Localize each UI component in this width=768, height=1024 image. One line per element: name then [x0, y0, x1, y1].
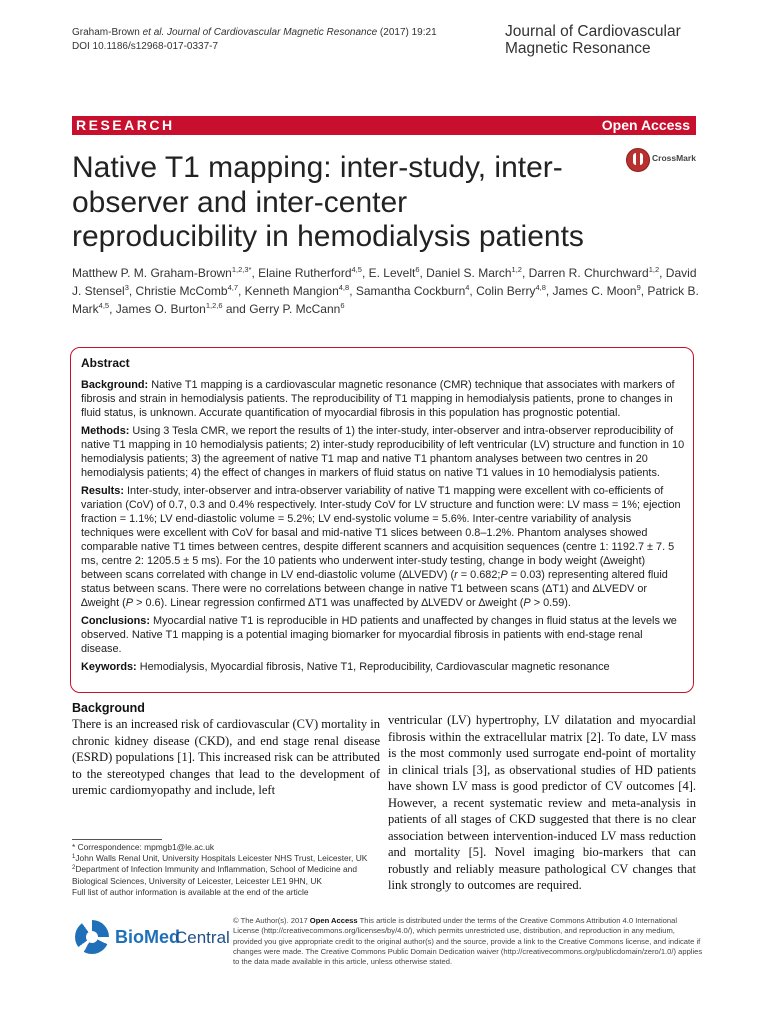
author-name[interactable]: , Christie McComb [128, 284, 228, 298]
abstract-methods-label: Methods: [81, 425, 130, 437]
journal-logo [505, 23, 695, 57]
journal-name-line2: Magnetic Resonance [505, 40, 651, 57]
author-affiliation-ref: 4,7 [227, 283, 238, 292]
abstract-results-text: > 0.59). [530, 597, 571, 609]
author-affiliation-ref: 6 [340, 301, 345, 310]
abstract-results-text: > 0.6). Linear regression confirmed ∆T1 was unaffected by ∆LVEDV or ∆weight ( [133, 597, 524, 609]
footnotes [72, 842, 380, 898]
article-title: Native T1 mapping: inter-study, inter-observer and inter-center reproducibility in hemodialysis patients [72, 151, 584, 253]
biomed-central-swirl-icon [75, 920, 109, 954]
author-affiliation-ref: 4,8 [535, 283, 546, 292]
body-paragraph: There is an increased risk of cardiovascular (CV) mortality in chronic kidney disease (CKD), and end stage renal disease (ESRD) populations [1]. This increased risk can be attributed to the stereotyped changes that lead to the development of uremic cardiomyopathy and include, left [72, 717, 380, 797]
abstract-background-label: Background: [81, 379, 149, 391]
footnote-divider [72, 839, 162, 840]
body-column-right [388, 712, 696, 894]
author-affiliation-ref: 1,2 [511, 265, 522, 274]
abstract-background [81, 378, 685, 420]
abstract-keywords-label: Keywords: [81, 661, 137, 673]
author-name[interactable]: Matthew P. M. Graham-Brown [72, 266, 232, 280]
crossmark-badge[interactable] [626, 148, 706, 172]
body-paragraph: ventricular (LV) hypertrophy, LV dilatation and myocardial fibrosis within the extracellular matrix [2]. To date, LV mass is the most commonly used surrogate end-point of mortality in clinical trials [3], as observational studies of HD patients have shown LV mass is good predictor of CV outcomes [4]. However, a recent systematic review and meta-analysis in patients of all stages of CKD suggested that there is no clear association between intervention-induced LV mass reduction and mortality [5]. Novel imaging bio-markers that can robustly and reliably measure pathological CV changes that link strongly to outcomes are required. [388, 713, 696, 892]
author-affiliation-ref: 6 [415, 265, 420, 274]
author-affiliation-ref: 4,8 [338, 283, 350, 292]
abstract-conclusions-text: Myocardial native T1 is reproducible in HD patients and unaffected by changes in fluid status at the levels we observed. Native T1 mapping is a potential imaging biomarker for myocardial fibrosis in patients with end-stage renal disease. [81, 615, 677, 655]
abstract-methods-text: Using 3 Tesla CMR, we report the results of 1) the inter-study, inter-observer and intra-observer reproducibility of native T1 mapping in 10 hemodialysis patients; 2) inter-study reproducibility of left ventricular (LV) structure and function in 10 hemodialysis patients; 3) the agreement of native T1 map and native T1 phantom analyses between two centres in 20 hemodialysis patients; 4) the effect of changes in markers of fluid status on native T1 values in 10 hemodialysis patients. [81, 425, 685, 479]
affiliation-number: 1 [72, 854, 76, 861]
affiliation-text: John Walls Renal Unit, University Hospitals Leicester NHS Trust, Leicester, UK [75, 853, 368, 864]
open-access-label: Open Access [601, 117, 690, 133]
abstract-results-p: P [523, 597, 531, 609]
author-name[interactable]: , Daniel S. March [419, 266, 512, 280]
abstract-results [81, 484, 685, 610]
abstract-conclusions [81, 614, 685, 656]
abstract-results-label: Results: [81, 485, 124, 497]
affiliation-2 [72, 864, 380, 886]
author-name[interactable]: , Colin Berry [469, 284, 536, 298]
body-column-left [72, 700, 380, 799]
publisher-name-central: Central [175, 928, 230, 947]
author-affiliation-ref: 1,2 [648, 265, 660, 274]
section-label: RESEARCH [76, 117, 175, 133]
doi-link[interactable]: DOI 10.1186/s12968-017-0337-7 [72, 41, 219, 52]
author-info-note: Full list of author information is available at the end of the article [72, 886, 309, 897]
correspondence-email[interactable]: * Correspondence: mpmgb1@le.ac.uk [72, 842, 215, 852]
abstract-conclusions-label: Conclusions: [81, 615, 150, 627]
citation-header [72, 26, 437, 54]
author-name[interactable]: , Patrick B. Mark [72, 284, 699, 316]
author-affiliation-ref: 4,5 [351, 265, 362, 274]
abstract-box [70, 347, 694, 693]
author-name[interactable]: , James O. Burton [109, 302, 206, 316]
author-name[interactable]: , Kenneth Mangion [238, 284, 339, 298]
abstract-background-text: Native T1 mapping is a cardiovascular magnetic resonance (CMR) technique that associates with markers of fibrosis and strain in hemodialysis patients. The reproducibility of T1 mapping in hemodialysis patients, prone to changes in fluid status, is unknown. Accurate quantification of myocardial fibrosis in this population has prognostic potential. [81, 379, 675, 419]
affiliation-text: Department of Infection Immunity and Inflammation, School of Medicine and Biological Sciences, University of Leicester, Leicester LE1 9HN, UK [72, 864, 357, 886]
abstract-keywords-text: Hemodialysis, Myocardial fibrosis, Native T1, Reproducibility, Cardiovascular magnetic resonance [136, 661, 610, 673]
author-affiliation-ref: 3 [124, 283, 129, 292]
author-affiliation-ref: 1,2,3* [231, 265, 252, 274]
abstract-results-text: = 0.03) representing altered fluid status between scans. There were no correlations between change in native T1 between scans (∆T1) and ∆LVEDV or ∆weight ( [81, 569, 668, 609]
citation-authors: Graham-Brown [72, 27, 143, 38]
author-name[interactable]: , Samantha Cockburn [349, 284, 466, 298]
license-open-access: Open Access [309, 916, 358, 925]
abstract-keywords [81, 660, 685, 674]
license-text: This article is distributed under the terms of the Creative Commons Attribution 4.0 International License (http://creativecommons.org/licenses/by/4.0/), which permits unrestricted use, distribution, and reproduction in any medium, provided you give appropriate credit to the original author(s) and the source, provide a link to the Creative Commons license, and indicate if changes were made. The Creative Commons Public Domain Dedication waiver (http://creativecommons.org/publicdomain/zero/1.0/) applies to the data made available in this article, unless otherwise stated. [233, 916, 703, 967]
crossmark-label: CrossMark [652, 153, 696, 163]
citation-journal: et al. Journal of Cardiovascular Magnetic Resonance [142, 27, 378, 38]
abstract-results-text: = 0.682; [457, 569, 501, 581]
author-name[interactable]: , David J. Stensel [72, 266, 697, 298]
author-name[interactable]: , Darren R. Churchward [521, 266, 649, 280]
license-copyright: © The Author(s). 2017 [233, 916, 310, 925]
abstract-heading: Abstract [81, 356, 130, 370]
author-name[interactable]: , Elaine Rutherford [251, 266, 352, 280]
author-affiliation-ref: 4,5 [98, 301, 110, 310]
license-statement [233, 916, 703, 967]
author-affiliation-ref: 9 [636, 283, 641, 292]
author-name[interactable]: and Gerry P. McCann [222, 302, 341, 316]
author-affiliation-ref: 1,2,6 [205, 301, 223, 310]
abstract-methods [81, 424, 685, 480]
author-name[interactable]: , James C. Moon [545, 284, 637, 298]
affiliation-number: 2 [72, 865, 76, 872]
biomed-central-logo[interactable] [75, 920, 230, 956]
journal-name-line1: Journal of Cardiovascular [505, 23, 681, 40]
article-type-banner [72, 116, 696, 135]
author-list [72, 264, 702, 318]
author-name[interactable]: , E. Levelt [361, 266, 416, 280]
abstract-results-text: Inter-study, inter-observer and intra-observer variability of native T1 mapping were excellent with co-efficients of variation (CoV) of 0.7, 0.3 and 0.4% respectively. Inter-study CoV for LV structure and function were: LV mass = 1%; ejection fraction = 1.1%; LV end-diastolic volume = 5.2%; LV end-systolic volume = 5.6%. Inter-centre variability of analysis techniques were excellent with CoV for basal and mid-native T1 slices between 0.8–1.2%. Phantom analyses showed comparable native T1 times between centres, despite different scanners and acquisition sequences (centre 1: 1192.7 ± 7. 5 ms, centre 2: 1205.5 ± 5 ms). For the 10 patients who underwent inter-study testing, change in body weight (∆weight) between scans correlated with change in LV end-diastolic volume (∆LVEDV) ( [81, 485, 681, 581]
abstract-results-p: P [125, 597, 134, 609]
crossmark-icon [626, 148, 650, 172]
affiliation-1 [72, 853, 380, 864]
citation-year: (2017) 19:21 [377, 27, 437, 38]
author-affiliation-ref: 4 [465, 283, 470, 292]
abstract-results-p: P [500, 569, 508, 581]
section-heading-background: Background [72, 701, 145, 715]
publisher-name-biomed: BioMed [115, 927, 180, 947]
abstract-results-r: r [454, 569, 458, 581]
